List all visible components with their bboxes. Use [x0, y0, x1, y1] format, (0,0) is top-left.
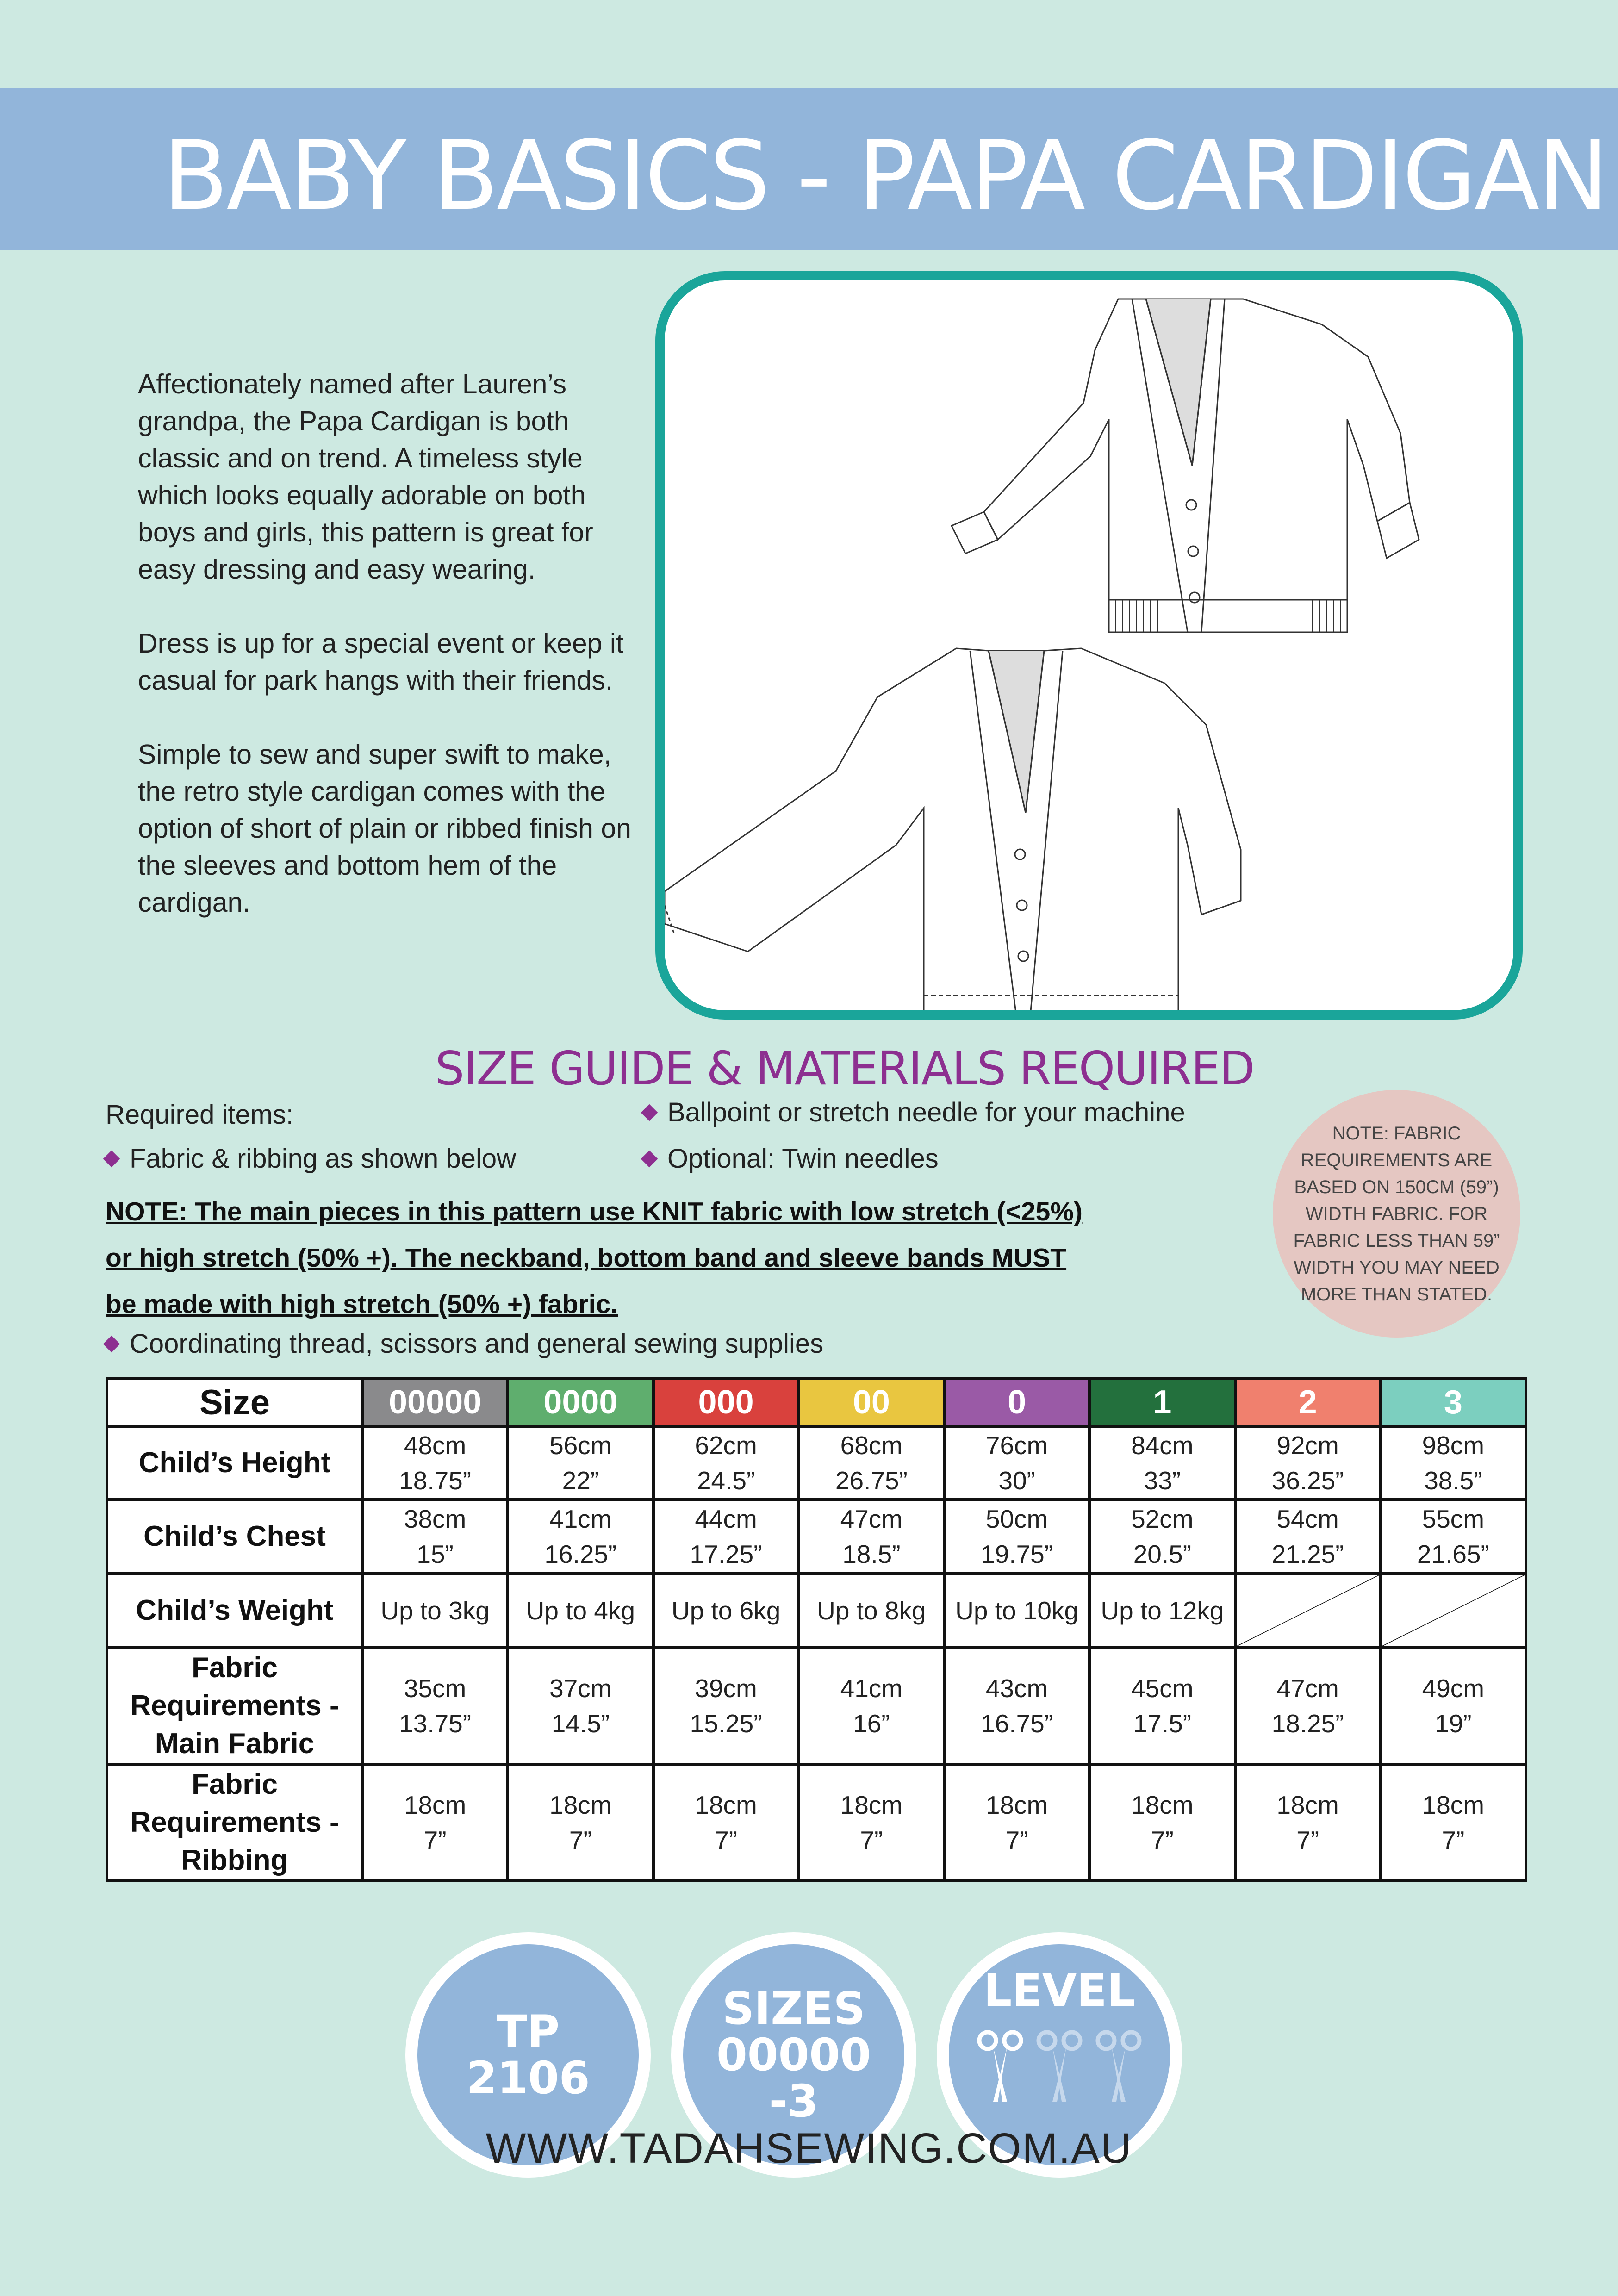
diagonal-strike — [1237, 1575, 1379, 1646]
imperial-value: 24.5” — [697, 1466, 755, 1495]
metric-value: Up to 10kg — [955, 1596, 1079, 1625]
metric-value: 49cm — [1422, 1674, 1485, 1703]
fabric-width-note-text: NOTE: FABRIC REQUIREMENTS ARE BASED ON 150CM (59”) WIDTH FABRIC. FOR FABRIC LESS THAN 59” WIDTH YOU MAY NEED MORE THAN STATED. — [1293, 1123, 1500, 1305]
scissors-icon — [975, 2028, 1026, 2108]
imperial-value: 15” — [417, 1540, 454, 1568]
measurement-cell — [1089, 1500, 1235, 1574]
measurement-cell — [1235, 1500, 1381, 1574]
imperial-value: 13.75” — [399, 1709, 472, 1738]
metric-value: 56cm — [549, 1431, 612, 1460]
empty-cell — [1381, 1574, 1526, 1648]
imperial-value: 7” — [1296, 1826, 1319, 1854]
size-header-cell: 000 — [653, 1378, 799, 1426]
row-label: Fabric Requirements - Main Fabric — [107, 1648, 362, 1764]
measurement-cell — [944, 1648, 1089, 1764]
imperial-value: 22” — [562, 1466, 599, 1495]
metric-value: 47cm — [1276, 1674, 1339, 1703]
bullet-icon — [103, 1336, 120, 1353]
imperial-value: 7” — [715, 1826, 738, 1854]
metric-value: 55cm — [1422, 1505, 1485, 1533]
metric-value: 68cm — [840, 1431, 903, 1460]
requirement-text: Coordinating thread, scissors and general sewing supplies — [130, 1329, 824, 1359]
imperial-value: 33” — [1144, 1466, 1181, 1495]
measurement-cell — [508, 1426, 653, 1500]
metric-value: 38cm — [404, 1505, 467, 1533]
imperial-value: 7” — [860, 1826, 883, 1854]
website-url[interactable]: WWW.TADAHSEWING.COM.AU — [485, 2125, 1133, 2172]
pattern-code-number: 2106 — [466, 2052, 590, 2104]
metric-value: 52cm — [1131, 1505, 1194, 1533]
metric-value: 37cm — [549, 1674, 612, 1703]
measurement-cell — [1089, 1574, 1235, 1648]
measurement-cell — [1235, 1764, 1381, 1881]
metric-value: 41cm — [840, 1674, 903, 1703]
metric-value: 18cm — [985, 1791, 1048, 1819]
metric-value: 76cm — [985, 1431, 1048, 1460]
note-line: be made with high stretch (50% +) fabric. — [106, 1289, 618, 1319]
empty-cell — [1235, 1574, 1381, 1648]
imperial-value: 7” — [423, 1826, 447, 1854]
imperial-value: 16” — [853, 1709, 890, 1738]
size-header-row — [107, 1378, 1526, 1426]
measurement-cell — [799, 1426, 944, 1500]
metric-value: Up to 4kg — [526, 1596, 635, 1625]
measurement-cell — [653, 1574, 799, 1648]
measurement-cell — [1381, 1500, 1526, 1574]
measurement-cell — [944, 1500, 1089, 1574]
metric-value: 48cm — [404, 1431, 467, 1460]
imperial-value: 18.5” — [842, 1540, 901, 1568]
title-banner — [0, 88, 1618, 250]
requirement-item — [643, 1097, 1185, 1128]
cardigan-front-view — [665, 648, 1241, 1010]
imperial-value: 7” — [1151, 1826, 1174, 1854]
cardigan-technical-drawing-icon — [665, 280, 1513, 1010]
intro-paragraph: Dress is up for a special event or keep it casual for park hangs with their friends. — [138, 628, 624, 696]
measurement-cell — [944, 1764, 1089, 1881]
requirement-text: Fabric & ribbing as shown below — [130, 1144, 516, 1174]
required-items-heading: Required items: — [106, 1100, 294, 1130]
imperial-value: 20.5” — [1133, 1540, 1192, 1568]
metric-value: 18cm — [1422, 1791, 1485, 1819]
metric-value: 44cm — [695, 1505, 757, 1533]
measurement-cell — [362, 1764, 508, 1881]
imperial-value: 18.75” — [399, 1466, 472, 1495]
metric-value: 54cm — [1276, 1505, 1339, 1533]
section-title: SIZE GUIDE & MATERIALS REQUIRED — [435, 1041, 1254, 1095]
imperial-value: 14.5” — [551, 1709, 610, 1738]
size-header-cell: 1 — [1089, 1378, 1235, 1426]
metric-value: 18cm — [404, 1791, 467, 1819]
pattern-code-prefix: TP — [497, 2006, 560, 2058]
measurement-cell — [1089, 1648, 1235, 1764]
imperial-value: 30” — [998, 1466, 1035, 1495]
metric-value: 43cm — [985, 1674, 1048, 1703]
requirement-text: Optional: Twin needles — [667, 1144, 939, 1174]
metric-value: Up to 6kg — [671, 1596, 781, 1625]
measurement-cell — [653, 1648, 799, 1764]
measurement-cell — [944, 1574, 1089, 1648]
metric-value: Up to 3kg — [380, 1596, 490, 1625]
measurement-cell — [1235, 1648, 1381, 1764]
bullet-icon — [103, 1151, 120, 1168]
scissors-icon — [1093, 2028, 1144, 2108]
imperial-value: 21.65” — [1417, 1540, 1489, 1568]
metric-value: 45cm — [1131, 1674, 1194, 1703]
metric-value: 62cm — [695, 1431, 757, 1460]
note-line: or high stretch (50% +). The neckband, bottom band and sleeve bands MUST — [106, 1243, 1067, 1273]
intro-paragraph: Affectionately named after Lauren’s grandpa, the Papa Cardigan is both classic and on trend. A timeless style which looks equally adorable on both boys and girls, this pattern is great for easy dressing and easy wearing. — [138, 369, 593, 585]
metric-value: 18cm — [1131, 1791, 1194, 1819]
measurement-cell — [653, 1500, 799, 1574]
size-table-row — [107, 1500, 1526, 1574]
imperial-value: 17.5” — [1133, 1709, 1192, 1738]
size-header-cell: 00 — [799, 1378, 944, 1426]
fabric-width-note — [1273, 1090, 1520, 1338]
measurement-cell — [508, 1500, 653, 1574]
sizes-range-end: -3 — [769, 2075, 819, 2127]
size-header-cell: 3 — [1381, 1378, 1526, 1426]
metric-value: 18cm — [1276, 1791, 1339, 1819]
knit-fabric-note — [106, 1188, 1170, 1327]
measurement-cell — [362, 1426, 508, 1500]
measurement-cell — [508, 1574, 653, 1648]
intro-description — [138, 366, 647, 958]
row-label: Child’s Weight — [107, 1574, 362, 1648]
bullet-icon — [641, 1104, 658, 1121]
measurement-cell — [1235, 1426, 1381, 1500]
metric-value: 35cm — [404, 1674, 467, 1703]
bullet-icon — [641, 1151, 658, 1168]
imperial-value: 7” — [1442, 1826, 1465, 1854]
level-label: LEVEL — [983, 1965, 1135, 2016]
imperial-value: 7” — [1005, 1826, 1028, 1854]
imperial-value: 15.25” — [690, 1709, 762, 1738]
scissors-icon — [1034, 2028, 1085, 2108]
sizes-label: SIZES — [722, 1983, 865, 2035]
imperial-value: 21.25” — [1271, 1540, 1344, 1568]
imperial-value: 16.25” — [544, 1540, 617, 1568]
row-label: Child’s Height — [107, 1426, 362, 1500]
size-header-cell: 0 — [944, 1378, 1089, 1426]
measurement-cell — [653, 1764, 799, 1881]
note-line: NOTE: The main pieces in this pattern use KNIT fabric with low stretch (<25%) — [106, 1197, 1083, 1226]
measurement-cell — [1381, 1648, 1526, 1764]
size-table-row — [107, 1764, 1526, 1881]
measurement-cell — [944, 1426, 1089, 1500]
imperial-value: 19.75” — [981, 1540, 1053, 1568]
measurement-cell — [799, 1500, 944, 1574]
imperial-value: 38.5” — [1424, 1466, 1482, 1495]
metric-value: 92cm — [1276, 1431, 1339, 1460]
requirement-item — [643, 1143, 939, 1174]
metric-value: 18cm — [840, 1791, 903, 1819]
metric-value: Up to 8kg — [817, 1596, 926, 1625]
cardigan-illustration — [655, 271, 1523, 1020]
measurement-cell — [362, 1648, 508, 1764]
requirement-item — [106, 1328, 823, 1359]
size-table-row — [107, 1426, 1526, 1500]
size-table-row — [107, 1574, 1526, 1648]
metric-value: Up to 12kg — [1101, 1596, 1224, 1625]
measurement-cell — [508, 1648, 653, 1764]
imperial-value: 7” — [569, 1826, 592, 1854]
measurement-cell — [362, 1574, 508, 1648]
size-header-cell: 00000 — [362, 1378, 508, 1426]
requirement-text: Ballpoint or stretch needle for your machine — [667, 1097, 1185, 1127]
page-title: BABY BASICS - PAPA CARDIGAN — [163, 120, 1607, 231]
imperial-value: 16.75” — [981, 1709, 1053, 1738]
metric-value: 84cm — [1131, 1431, 1194, 1460]
metric-value: 39cm — [695, 1674, 757, 1703]
level-rating — [975, 2028, 1144, 2108]
size-header-cell: 0000 — [508, 1378, 653, 1426]
metric-value: 50cm — [985, 1505, 1048, 1533]
metric-value: 98cm — [1422, 1431, 1485, 1460]
measurement-cell — [508, 1764, 653, 1881]
imperial-value: 26.75” — [835, 1466, 908, 1495]
sizes-range-start: 00000 — [716, 2029, 871, 2081]
cardigan-back-view — [952, 299, 1419, 632]
row-label: Fabric Requirements - Ribbing — [107, 1764, 362, 1881]
measurement-cell — [1089, 1764, 1235, 1881]
measurement-cell — [1089, 1426, 1235, 1500]
intro-paragraph: Simple to sew and super swift to make, the retro style cardigan comes with the option of short of plain or ribbed finish on the sleeves and bottom hem of the cardigan. — [138, 739, 631, 918]
diagonal-strike — [1382, 1575, 1525, 1646]
metric-value: 47cm — [840, 1505, 903, 1533]
measurement-cell — [362, 1500, 508, 1574]
measurement-cell — [653, 1426, 799, 1500]
imperial-value: 18.25” — [1271, 1709, 1344, 1738]
measurement-cell — [1381, 1426, 1526, 1500]
size-column-header: Size — [107, 1378, 362, 1426]
size-table-row — [107, 1648, 1526, 1764]
size-header-cell: 2 — [1235, 1378, 1381, 1426]
metric-value: 18cm — [549, 1791, 612, 1819]
imperial-value: 19” — [1435, 1709, 1472, 1738]
measurement-cell — [1381, 1764, 1526, 1881]
imperial-value: 36.25” — [1271, 1466, 1344, 1495]
metric-value: 41cm — [549, 1505, 612, 1533]
requirement-item — [106, 1143, 516, 1174]
size-guide-table — [106, 1377, 1527, 1882]
measurement-cell — [799, 1764, 944, 1881]
measurement-cell — [799, 1574, 944, 1648]
measurement-cell — [799, 1648, 944, 1764]
row-label: Child’s Chest — [107, 1500, 362, 1574]
metric-value: 18cm — [695, 1791, 757, 1819]
imperial-value: 17.25” — [690, 1540, 762, 1568]
